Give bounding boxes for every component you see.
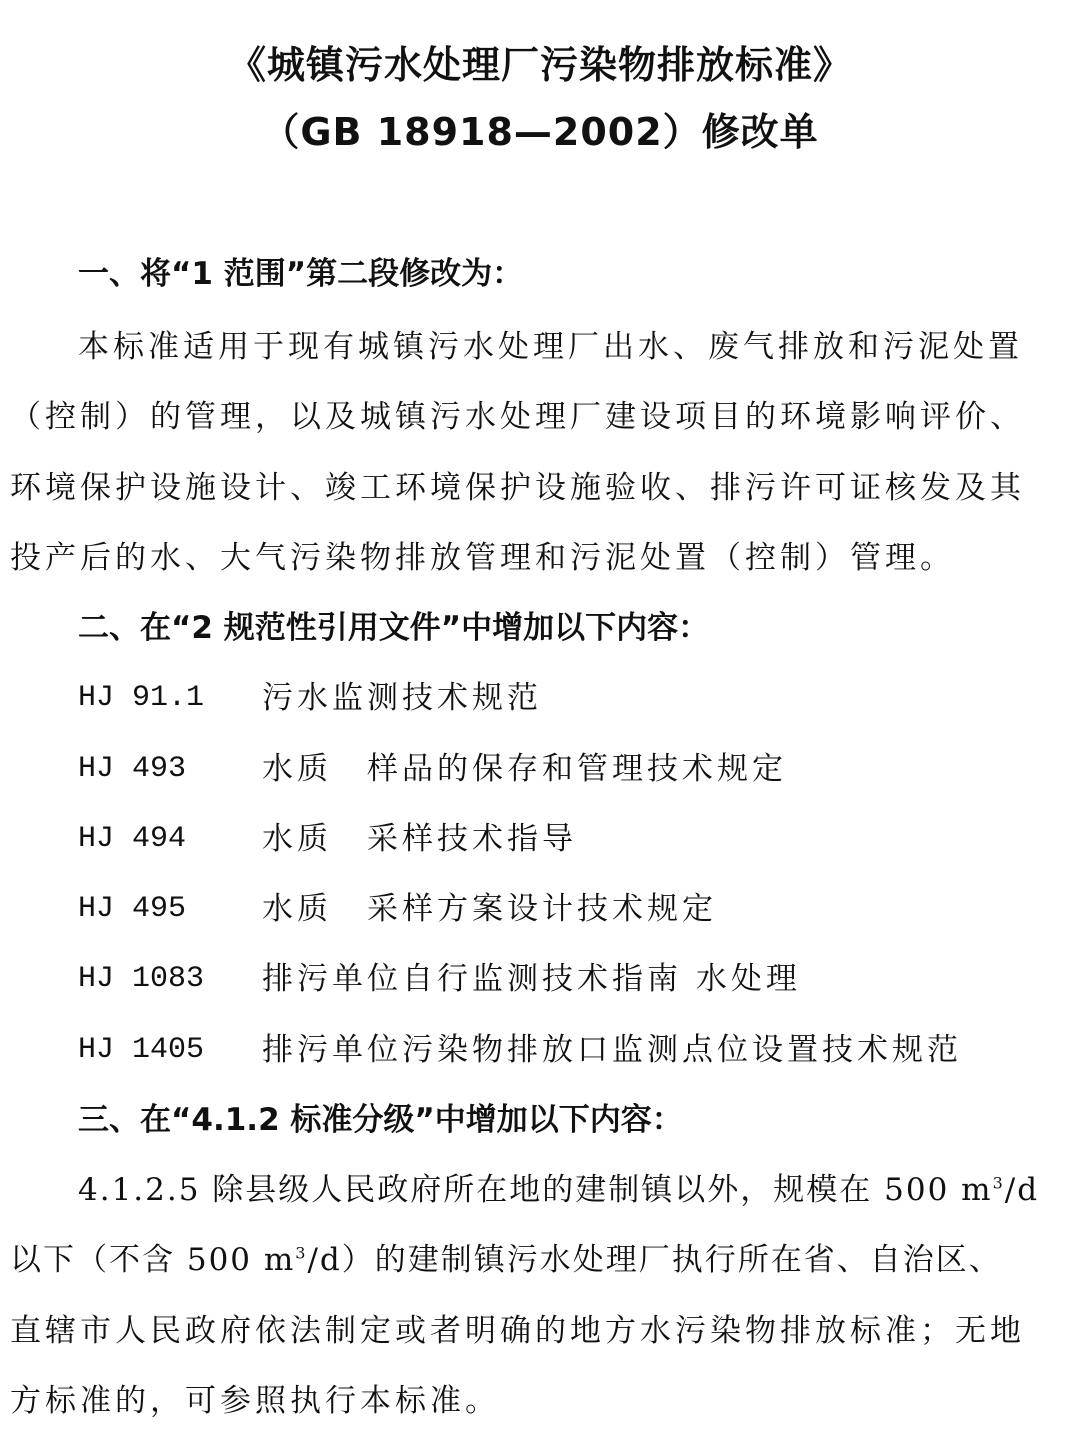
section3-line	[78, 1168, 1039, 1212]
document-subtitle: （GB 18918—2002）修改单	[261, 110, 819, 154]
section3-line	[10, 1238, 1002, 1282]
reference-code: HJ 493	[78, 752, 187, 786]
section1-line: 本标准适用于现有城镇污水处理厂出水、废气排放和污泥处置	[78, 329, 1023, 365]
document-title: 《城镇污水处理厂污染物排放标准》	[227, 43, 852, 87]
section3-text: /d）的建制镇污水处理厂执行所在省、自治区、	[307, 1242, 1002, 1278]
reference-title: 水质 样品的保存和管理技术规定	[262, 751, 787, 787]
section2-heading: 二、在“2 规范性引用文件”中增加以下内容：	[78, 610, 710, 646]
section1-line: 投产后的水、大气污染物排放管理和污泥处置（控制）管理。	[10, 540, 955, 576]
section3-text: 4.1.2.5 除县级人民政府所在地的建制镇以外，规模在 500 m	[78, 1172, 993, 1208]
reference-title: 水质 采样方案设计技术规定	[262, 891, 717, 927]
section3-line: 方标准的，可参照执行本标准。	[10, 1383, 500, 1419]
reference-code: HJ 91.1	[78, 681, 205, 715]
superscript: 3	[295, 1243, 308, 1263]
section1-heading: 一、将“1 范围”第二段修改为：	[78, 256, 524, 292]
section3-heading: 三、在“4.1.2 标准分级”中增加以下内容：	[78, 1102, 683, 1138]
superscript: 3	[992, 1173, 1005, 1193]
reference-code: HJ 1083	[78, 962, 205, 996]
reference-title: 排污单位污染物排放口监测点位设置技术规范	[262, 1032, 962, 1068]
reference-title: 水质 采样技术指导	[262, 821, 577, 857]
reference-title: 污水监测技术规范	[262, 680, 542, 716]
section3-text: 以下（不含 500 m	[10, 1242, 296, 1278]
reference-title: 排污单位自行监测技术指南 水处理	[262, 961, 801, 997]
section3-text: /d	[1004, 1172, 1040, 1208]
reference-code: HJ 494	[78, 822, 187, 856]
section1-line: （控制）的管理，以及城镇污水处理厂建设项目的环境影响评价、	[10, 399, 1025, 435]
reference-code: HJ 495	[78, 892, 187, 926]
section3-line: 直辖市人民政府依法制定或者明确的地方水污染物排放标准；无地	[10, 1313, 1025, 1349]
section1-line: 环境保护设施设计、竣工环境保护设施验收、排污许可证核发及其	[10, 470, 1025, 506]
reference-code: HJ 1405	[78, 1033, 205, 1067]
